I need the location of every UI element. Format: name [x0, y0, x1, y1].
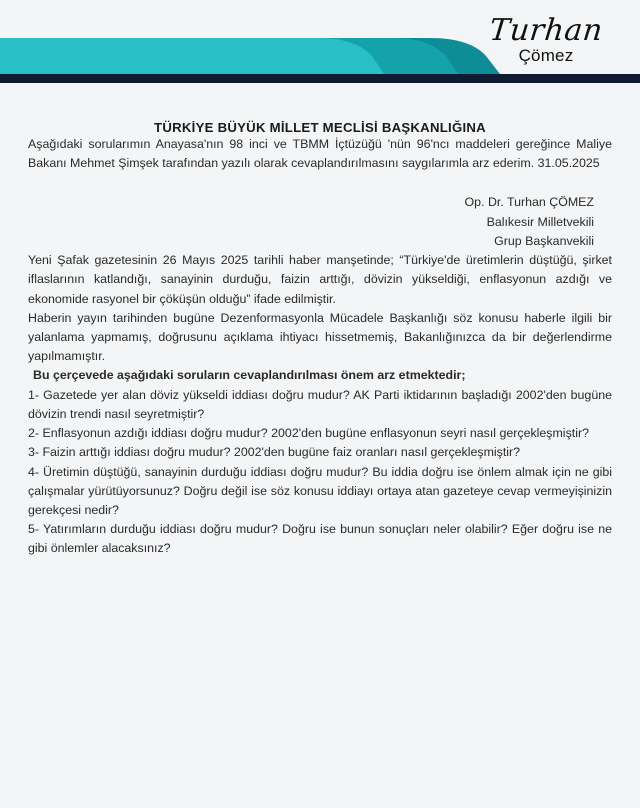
disinformation-paragraph: Haberin yayın tarihinden bugüne Dezenformasyonla Mücadele Başkanlığı söz konusu haberle ilgili bir yalanlama yapmamış, doğrusunu açıklama ihtiyacı hissetmemiş, Bakanlığınızca da bir değerlendirme yapılmamıştır. — [28, 310, 612, 364]
intro-paragraph: Aşağıdaki sorularımın Anayasa'nın 98 inci ve TBMM İçtüzüğü 'nün 96'ncı maddeleri gereğince Maliye Bakanı Mehmet Şimşek tarafından yazılı olarak cevaplandırılmasını saygılarımla arz ederim. 31.05.2025 — [28, 137, 612, 171]
attribution-block — [28, 193, 612, 251]
question-item: 1- Gazetede yer alan döviz yükseldi iddiası doğru mudur? AK Parti iktidarının başladığı 2002'den bugüne dövizin trendi nasıl seyretmiştir? — [28, 387, 612, 421]
signature-script-turhan: Turhan — [487, 13, 605, 48]
document-title: TÜRKİYE BÜYÜK MİLLET MECLİSİ BAŞKANLIĞINA — [154, 120, 486, 135]
question-item: 4- Üretimin düştüğü, sanayinin durduğu iddiası doğru mudur? Bu iddia doğru ise önlem almak için ne gibi çalışmalar yürütüyorsunuz? Doğru değil ise söz konusu iddiayı ortaya atan gazeteye cevap vermeyişinizin gerekçesi nedir? — [28, 464, 612, 517]
attribution-name: Op. Dr. Turhan ÇÖMEZ — [464, 195, 594, 210]
banner-layer-light — [0, 38, 384, 74]
question-item: 3- Faizin arttığı iddiası doğru mudur? 2002'den bugüne faiz oranları nasıl gerçekleşmiştir? — [28, 445, 521, 460]
banner-navy-rule — [0, 74, 640, 83]
document-body — [0, 120, 640, 559]
questions-lead-in: Bu çerçevede aşağıdaki soruların cevaplandırılması önem arz etmektedir; — [33, 368, 466, 383]
letterhead — [0, 0, 640, 92]
letterhead-signature — [470, 13, 622, 65]
question-item: 5- Yatırımların durduğu iddiası doğru mudur? Doğru ise bunun sonuçları neler olabilir? Eğer doğru ise ne gibi önlemler alacaksınız? — [28, 522, 612, 556]
news-quote-paragraph: Yeni Şafak gazetesinin 26 Mayıs 2025 tarihli haber manşetinde; “Türkiye'de üretimlerin düştüğü, şirket iflaslarının katlandığı, sanayinin durduğu, faizin arttığı, dövizin yükseldiği, enflasyonun azdığı ve ekonomide rasyonel bir çöküşün olduğu” ifade edilmiştir. — [28, 253, 612, 306]
question-item: 2- Enflasyonun azdığı iddiası doğru mudur? 2002'den bugüne enflasyonun seyri nasıl gerçekleşmiştir? — [28, 426, 589, 441]
attribution-role: Balıkesir Milletvekili — [486, 214, 594, 229]
attribution-position: Grup Başkanvekili — [494, 233, 594, 248]
signature-surname-comez: Çömez — [518, 46, 574, 65]
